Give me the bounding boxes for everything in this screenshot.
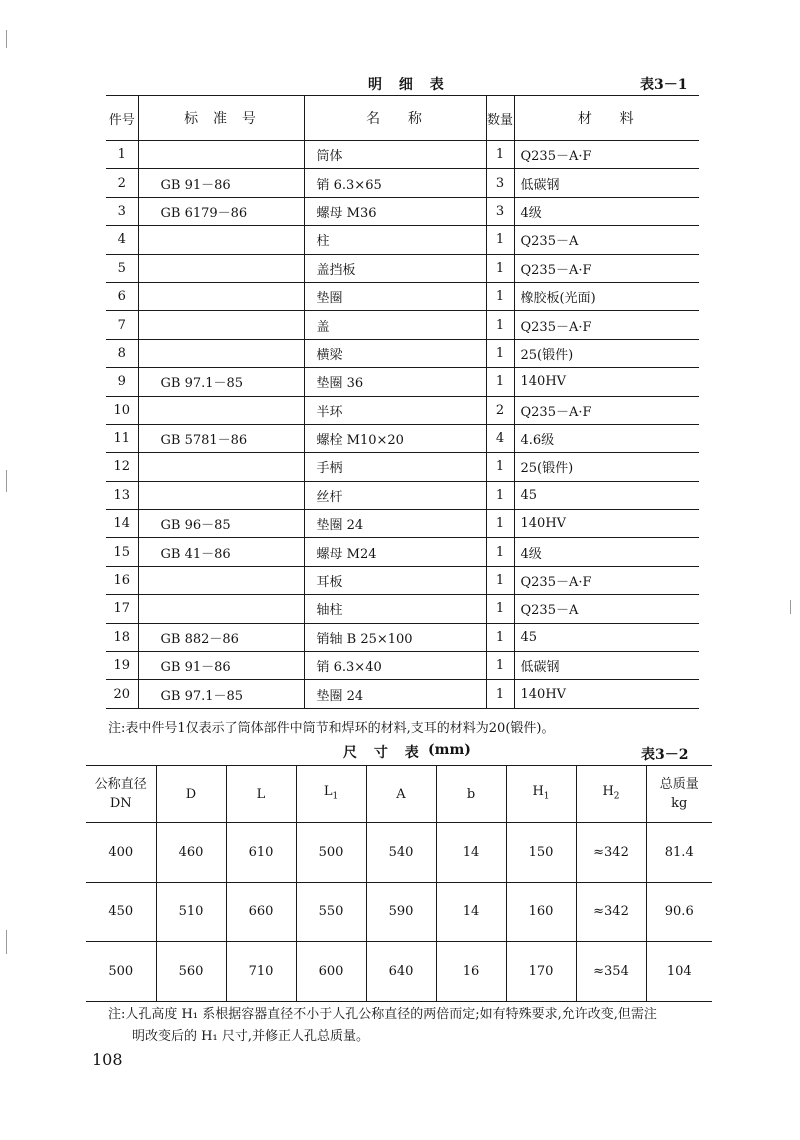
cell-part-name: 螺栓 M10×20 bbox=[304, 424, 486, 452]
detail-table-body bbox=[106, 141, 699, 709]
cell-h1: 160 bbox=[506, 882, 576, 942]
cell-part-name: 垫圈 36 bbox=[304, 368, 486, 396]
cell-l: 660 bbox=[226, 882, 296, 942]
header-main-text: A bbox=[396, 786, 406, 802]
cell-quantity: 1 bbox=[486, 254, 514, 282]
cell-part-no: 14 bbox=[106, 510, 138, 538]
table2-unit: (mm) bbox=[428, 742, 471, 758]
cell-quantity: 4 bbox=[486, 424, 514, 452]
cell-standard-no bbox=[138, 311, 304, 339]
cell-standard-no bbox=[138, 226, 304, 254]
cell-part-name: 销 6.3×40 bbox=[304, 652, 486, 680]
cell-standard-no bbox=[138, 453, 304, 481]
cell-b: 14 bbox=[436, 882, 506, 942]
header-d bbox=[156, 766, 226, 823]
cell-part-no: 15 bbox=[106, 538, 138, 566]
cell-quantity: 2 bbox=[486, 396, 514, 424]
cell-part-name: 销轴 B 25×100 bbox=[304, 623, 486, 651]
header-standard-no: 标 准 号 bbox=[138, 96, 304, 141]
cell-part-name: 垫圈 24 bbox=[304, 510, 486, 538]
cell-standard-no bbox=[138, 481, 304, 509]
table-row bbox=[106, 453, 699, 481]
cell-quantity: 1 bbox=[486, 339, 514, 367]
cell-total-mass: 81.4 bbox=[646, 823, 712, 883]
cell-h2: ≈354 bbox=[576, 942, 646, 1002]
table-row bbox=[106, 510, 699, 538]
table-row bbox=[106, 197, 699, 225]
cell-part-no: 13 bbox=[106, 481, 138, 509]
cell-material: 4.6级 bbox=[514, 424, 699, 452]
cell-material: 低碳钢 bbox=[514, 652, 699, 680]
table-row bbox=[106, 396, 699, 424]
cell-part-no: 7 bbox=[106, 311, 138, 339]
cell-part-name: 垫圈 24 bbox=[304, 680, 486, 708]
header-subscript: 2 bbox=[613, 791, 620, 802]
header-main-text: D bbox=[185, 786, 197, 802]
cell-quantity: 1 bbox=[486, 680, 514, 708]
cell-part-name: 丝杆 bbox=[304, 481, 486, 509]
scan-mark-left bbox=[6, 930, 7, 954]
cell-d: 510 bbox=[156, 882, 226, 942]
header-material: 材 料 bbox=[514, 96, 699, 141]
cell-material: 橡胶板(光面) bbox=[514, 282, 699, 310]
cell-quantity: 1 bbox=[486, 368, 514, 396]
table-row bbox=[106, 282, 699, 310]
cell-a: 640 bbox=[366, 942, 436, 1002]
table2-note-line2: 明改变后的 H₁ 尺寸,并修正人孔总质量。 bbox=[132, 1029, 369, 1044]
header-main-text: H bbox=[602, 783, 614, 799]
cell-l1: 550 bbox=[296, 882, 366, 942]
cell-part-name: 螺母 M24 bbox=[304, 538, 486, 566]
cell-quantity: 1 bbox=[486, 510, 514, 538]
header-nominal-diameter bbox=[86, 766, 156, 823]
cell-l: 610 bbox=[226, 823, 296, 883]
size-table-body bbox=[86, 823, 712, 1002]
table-row bbox=[106, 623, 699, 651]
header-quantity: 数量 bbox=[486, 96, 514, 141]
cell-total-mass: 90.6 bbox=[646, 882, 712, 942]
cell-part-no: 16 bbox=[106, 566, 138, 594]
header-subscript: 1 bbox=[332, 791, 339, 802]
cell-quantity: 1 bbox=[486, 311, 514, 339]
header-main-text: L bbox=[323, 783, 333, 799]
cell-part-name: 横梁 bbox=[304, 339, 486, 367]
cell-part-no: 19 bbox=[106, 652, 138, 680]
header-name: 名 称 bbox=[304, 96, 486, 141]
cell-part-name: 耳板 bbox=[304, 566, 486, 594]
cell-part-no: 3 bbox=[106, 197, 138, 225]
cell-quantity: 1 bbox=[486, 453, 514, 481]
table1-number: 表3－1 bbox=[640, 77, 688, 93]
table-row bbox=[106, 652, 699, 680]
cell-d: 460 bbox=[156, 823, 226, 883]
cell-standard-no: GB 91－86 bbox=[138, 169, 304, 197]
cell-material: Q235－A bbox=[514, 595, 699, 623]
cell-b: 14 bbox=[436, 823, 506, 883]
cell-quantity: 3 bbox=[486, 197, 514, 225]
header-main-text: b bbox=[466, 786, 476, 802]
scan-mark-left bbox=[6, 470, 7, 492]
cell-h1: 170 bbox=[506, 942, 576, 1002]
cell-quantity: 1 bbox=[486, 481, 514, 509]
cell-part-name: 螺母 M36 bbox=[304, 197, 486, 225]
cell-a: 540 bbox=[366, 823, 436, 883]
cell-material: 25(锻件) bbox=[514, 339, 699, 367]
cell-material: 25(锻件) bbox=[514, 453, 699, 481]
cell-part-name: 盖挡板 bbox=[304, 254, 486, 282]
cell-h2: ≈342 bbox=[576, 823, 646, 883]
cell-standard-no: GB 91－86 bbox=[138, 652, 304, 680]
header-main-text: 公称直径 bbox=[94, 777, 147, 792]
page-number: 108 bbox=[92, 1050, 123, 1069]
size-table bbox=[86, 765, 712, 1002]
table-row bbox=[106, 141, 699, 169]
cell-standard-no bbox=[138, 396, 304, 424]
cell-standard-no bbox=[138, 339, 304, 367]
cell-material: Q235－A·F bbox=[514, 254, 699, 282]
cell-h1: 150 bbox=[506, 823, 576, 883]
table-row bbox=[86, 882, 712, 942]
cell-standard-no: GB 96－85 bbox=[138, 510, 304, 538]
header-sub-text: DN bbox=[109, 796, 132, 811]
table-row bbox=[106, 311, 699, 339]
cell-total-mass: 104 bbox=[646, 942, 712, 1002]
cell-material: Q235－A bbox=[514, 226, 699, 254]
header-sub-text: kg bbox=[671, 796, 688, 811]
header-l bbox=[226, 766, 296, 823]
cell-part-name: 盖 bbox=[304, 311, 486, 339]
cell-part-no: 18 bbox=[106, 623, 138, 651]
scan-mark-left bbox=[6, 30, 7, 48]
header-h2 bbox=[576, 766, 646, 823]
cell-material: 140HV bbox=[514, 510, 699, 538]
cell-standard-no bbox=[138, 566, 304, 594]
header-total-mass bbox=[646, 766, 712, 823]
cell-material: Q235－A·F bbox=[514, 141, 699, 169]
cell-quantity: 3 bbox=[486, 169, 514, 197]
cell-standard-no bbox=[138, 282, 304, 310]
cell-part-no: 20 bbox=[106, 680, 138, 708]
cell-part-no: 1 bbox=[106, 141, 138, 169]
cell-standard-no: GB 97.1－85 bbox=[138, 368, 304, 396]
cell-quantity: 1 bbox=[486, 282, 514, 310]
cell-d: 560 bbox=[156, 942, 226, 1002]
cell-standard-no: GB 6179－86 bbox=[138, 197, 304, 225]
table-row bbox=[86, 823, 712, 883]
table-row bbox=[106, 481, 699, 509]
header-subscript: 1 bbox=[543, 791, 550, 802]
cell-nominal-diameter: 500 bbox=[86, 942, 156, 1002]
cell-quantity: 1 bbox=[486, 141, 514, 169]
table-row bbox=[106, 538, 699, 566]
cell-l: 710 bbox=[226, 942, 296, 1002]
cell-part-no: 11 bbox=[106, 424, 138, 452]
cell-material: Q235－A·F bbox=[514, 566, 699, 594]
cell-material: 45 bbox=[514, 623, 699, 651]
table-row bbox=[106, 339, 699, 367]
detail-table-header-row bbox=[106, 96, 699, 141]
cell-material: Q235－A·F bbox=[514, 311, 699, 339]
header-main-text: 总质量 bbox=[659, 777, 699, 792]
table-row bbox=[106, 566, 699, 594]
cell-material: 45 bbox=[514, 481, 699, 509]
cell-material: Q235－A·F bbox=[514, 396, 699, 424]
cell-part-name: 销 6.3×65 bbox=[304, 169, 486, 197]
cell-material: 4级 bbox=[514, 538, 699, 566]
header-l1 bbox=[296, 766, 366, 823]
table-row bbox=[106, 368, 699, 396]
cell-b: 16 bbox=[436, 942, 506, 1002]
cell-standard-no: GB 5781－86 bbox=[138, 424, 304, 452]
header-h1 bbox=[506, 766, 576, 823]
cell-part-no: 9 bbox=[106, 368, 138, 396]
table2-caption: 尺 寸 表 bbox=[343, 745, 425, 761]
cell-part-no: 6 bbox=[106, 282, 138, 310]
cell-a: 590 bbox=[366, 882, 436, 942]
header-main-text: L bbox=[256, 786, 266, 802]
table2-number: 表3－2 bbox=[641, 747, 689, 763]
header-a bbox=[366, 766, 436, 823]
cell-standard-no: GB 41－86 bbox=[138, 538, 304, 566]
cell-standard-no: GB 97.1－85 bbox=[138, 680, 304, 708]
cell-material: 140HV bbox=[514, 368, 699, 396]
cell-part-name: 轴柱 bbox=[304, 595, 486, 623]
scan-mark-right bbox=[790, 600, 791, 614]
cell-part-no: 10 bbox=[106, 396, 138, 424]
cell-l1: 500 bbox=[296, 823, 366, 883]
header-part-no: 件号 bbox=[106, 96, 138, 141]
cell-part-name: 筒体 bbox=[304, 141, 486, 169]
cell-quantity: 1 bbox=[486, 566, 514, 594]
table-row bbox=[106, 595, 699, 623]
cell-nominal-diameter: 450 bbox=[86, 882, 156, 942]
cell-standard-no bbox=[138, 141, 304, 169]
cell-material: 4级 bbox=[514, 197, 699, 225]
cell-part-no: 5 bbox=[106, 254, 138, 282]
size-table-header-row bbox=[86, 766, 712, 823]
table1-note: 注:表中件号1仅表示了筒体部件中筒节和焊环的材料,支耳的材料为20(锻件)。 bbox=[108, 721, 555, 736]
header-b bbox=[436, 766, 506, 823]
table2-note-line1: 注:人孔高度 H₁ 系根据容器直径不小于人孔公称直径的两倍而定;如有特殊要求,允许改变,但需注 bbox=[108, 1007, 657, 1022]
cell-quantity: 1 bbox=[486, 595, 514, 623]
cell-material: 低碳钢 bbox=[514, 169, 699, 197]
cell-part-no: 2 bbox=[106, 169, 138, 197]
cell-quantity: 1 bbox=[486, 226, 514, 254]
table-row bbox=[106, 424, 699, 452]
header-main-text: H bbox=[532, 783, 544, 799]
cell-part-name: 垫圈 bbox=[304, 282, 486, 310]
cell-part-no: 17 bbox=[106, 595, 138, 623]
detail-table bbox=[106, 95, 699, 709]
cell-quantity: 1 bbox=[486, 538, 514, 566]
cell-material: 140HV bbox=[514, 680, 699, 708]
table1-caption: 明 细 表 bbox=[368, 77, 450, 93]
cell-h2: ≈342 bbox=[576, 882, 646, 942]
table-row bbox=[106, 680, 699, 708]
cell-standard-no: GB 882－86 bbox=[138, 623, 304, 651]
cell-part-no: 8 bbox=[106, 339, 138, 367]
cell-nominal-diameter: 400 bbox=[86, 823, 156, 883]
cell-standard-no bbox=[138, 595, 304, 623]
table-row bbox=[86, 942, 712, 1002]
table-row bbox=[106, 169, 699, 197]
cell-part-name: 柱 bbox=[304, 226, 486, 254]
cell-part-no: 4 bbox=[106, 226, 138, 254]
cell-standard-no bbox=[138, 254, 304, 282]
cell-quantity: 1 bbox=[486, 623, 514, 651]
table-row bbox=[106, 226, 699, 254]
cell-quantity: 1 bbox=[486, 652, 514, 680]
table-row bbox=[106, 254, 699, 282]
cell-part-name: 半环 bbox=[304, 396, 486, 424]
cell-part-no: 12 bbox=[106, 453, 138, 481]
cell-l1: 600 bbox=[296, 942, 366, 1002]
cell-part-name: 手柄 bbox=[304, 453, 486, 481]
